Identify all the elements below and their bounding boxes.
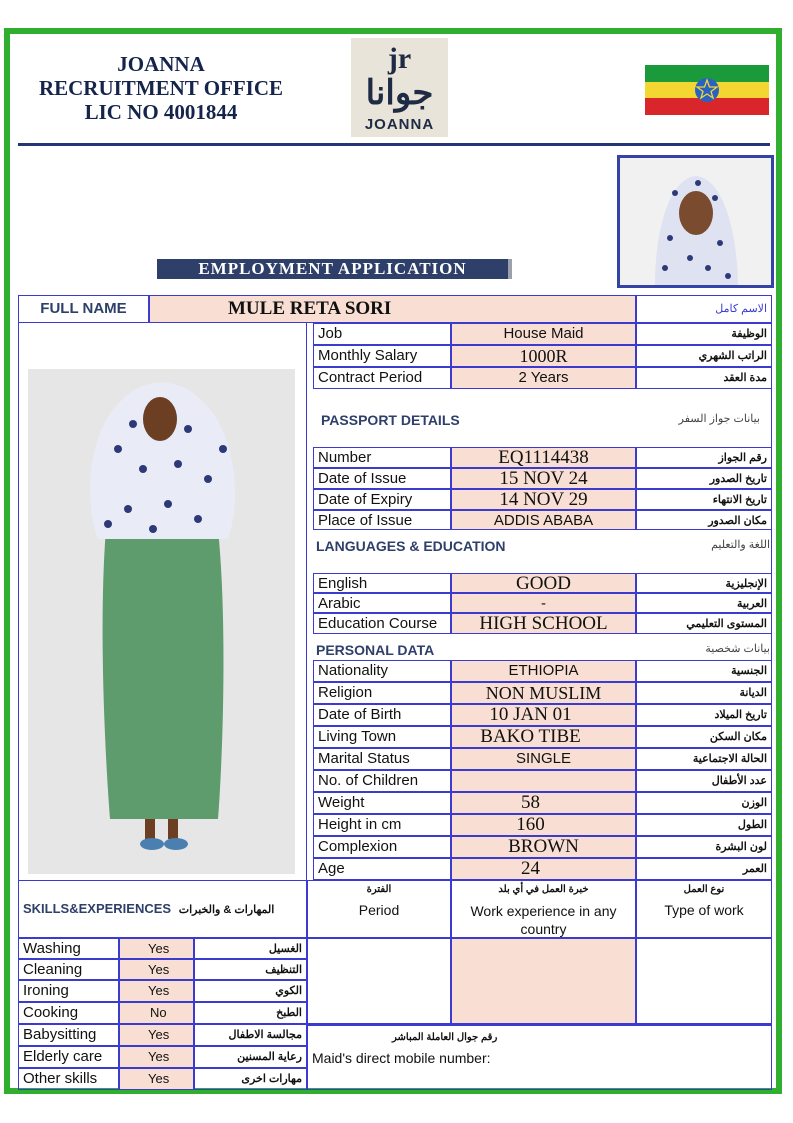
joanna-logo: [351, 38, 448, 137]
salary-label-ar: الراتب الشهري: [636, 345, 772, 367]
religion-label-ar: الديانة: [636, 682, 772, 704]
license-number: LIC NO 4001844: [84, 100, 238, 124]
education-label: Education Course: [313, 613, 451, 634]
children-label: No. of Children: [313, 770, 451, 792]
arabic-label: Arabic: [313, 593, 451, 613]
work-experience-header-ar: خبرة العمل في أي بلد: [498, 884, 589, 895]
left-border: [18, 323, 19, 880]
office-line-1: JOANNA: [117, 52, 205, 76]
birth-date-label: Date of Birth: [313, 704, 451, 726]
header-divider: [18, 143, 770, 146]
skill-cleaning-label-ar: التنظيف: [194, 959, 307, 980]
contract-label-ar: مدة العقد: [636, 367, 772, 389]
skill-other-value: Yes: [119, 1068, 194, 1090]
work-type-header-ar: نوع العمل: [683, 884, 725, 895]
skill-ironing-label: Ironing: [18, 980, 119, 1002]
nationality-label: Nationality: [313, 660, 451, 682]
work-experience-cell: [451, 938, 636, 1024]
skills-heading-ar: المهارات & والخبرات: [178, 904, 275, 916]
skill-other-label: Other skills: [18, 1068, 119, 1090]
skill-washing-label: Washing: [18, 938, 119, 959]
weight-label: Weight: [313, 792, 451, 814]
expiry-date-value: 14 NOV 29: [451, 489, 636, 510]
passport-number-value: EQ1114438: [451, 447, 636, 468]
work-experience-header: [451, 880, 636, 938]
complexion-label: Complexion: [313, 836, 451, 858]
religion-value: NON MUSLIM: [451, 682, 636, 704]
skill-other-label-ar: مهارات اخرى: [194, 1068, 307, 1090]
skill-ironing-label-ar: الكوي: [194, 980, 307, 1002]
height-value: 160: [451, 814, 636, 836]
skill-babysitting-value: Yes: [119, 1024, 194, 1046]
education-value: HIGH SCHOOL: [451, 613, 636, 634]
logo-arabic: جوانا: [365, 74, 434, 112]
period-header: [307, 880, 451, 938]
weight-label-ar: الوزن: [636, 792, 772, 814]
arabic-label-ar: العربية: [636, 593, 772, 613]
complexion-value: BROWN: [451, 836, 636, 858]
living-town-label-ar: مكان السكن: [636, 726, 772, 748]
mobile-number-box: [307, 1024, 772, 1090]
passport-number-label: Number: [313, 447, 451, 468]
passport-heading: PASSPORT DETAILS: [321, 412, 460, 428]
salary-label: Monthly Salary: [313, 345, 451, 367]
skill-cooking-label-ar: الطبخ: [194, 1002, 307, 1024]
issue-date-label: Date of Issue: [313, 468, 451, 489]
full-name-label-ar: الاسم كامل: [636, 295, 772, 323]
living-town-value: BAKO TIBE: [451, 726, 636, 748]
living-town-label: Living Town: [313, 726, 451, 748]
job-label: Job: [313, 323, 451, 345]
expiry-date-label-ar: تاريخ الانتهاء: [636, 489, 772, 510]
languages-heading-ar: اللغة والتعليم: [711, 539, 770, 551]
issue-place-label: Place of Issue: [313, 510, 451, 530]
photo-column-border: [306, 323, 307, 880]
work-type-header: [636, 880, 772, 938]
children-value: [451, 770, 636, 792]
skill-elderly-care-value: Yes: [119, 1046, 194, 1068]
marital-status-label-ar: الحالة الاجتماعية: [636, 748, 772, 770]
salary-value: 1000R: [451, 345, 636, 367]
job-value: House Maid: [451, 323, 636, 345]
languages-heading: LANGUAGES & EDUCATION: [316, 538, 506, 554]
issue-date-value: 15 NOV 24: [451, 468, 636, 489]
skill-cooking-label: Cooking: [18, 1002, 119, 1024]
period-header-ar: الفترة: [366, 884, 392, 895]
age-label-ar: العمر: [636, 858, 772, 880]
office-name: [26, 52, 296, 124]
skill-cleaning-value: Yes: [119, 959, 194, 980]
applicant-photo-small: [617, 155, 774, 288]
issue-date-label-ar: تاريخ الصدور: [636, 468, 772, 489]
english-label-ar: الإنجليزية: [636, 573, 772, 593]
job-label-ar: الوظيفة: [636, 323, 772, 345]
skill-washing-value: Yes: [119, 938, 194, 959]
personal-heading-ar: بيانات شخصية: [705, 643, 770, 655]
nationality-value: ETHIOPIA: [451, 660, 636, 682]
work-type-cell: [636, 938, 772, 1024]
contract-label: Contract Period: [313, 367, 451, 389]
arabic-value: -: [451, 593, 636, 613]
skills-header: [18, 880, 307, 938]
skill-elderly-care-label-ar: رعاية المسنين: [194, 1046, 307, 1068]
skill-cleaning-label: Cleaning: [18, 959, 119, 980]
office-line-2: RECRUITMENT OFFICE: [38, 76, 284, 100]
height-label-ar: الطول: [636, 814, 772, 836]
work-type-header-en: Type of work: [664, 902, 744, 918]
skill-washing-label-ar: الغسيل: [194, 938, 307, 959]
expiry-date-label: Date of Expiry: [313, 489, 451, 510]
mobile-label: Maid's direct mobile number:: [312, 1050, 491, 1066]
height-label: Height in cm: [313, 814, 451, 836]
weight-value: 58: [451, 792, 636, 814]
logo-english: JOANNA: [364, 116, 435, 133]
age-value: 24: [451, 858, 636, 880]
full-name-value: MULE RETA SORI: [149, 295, 636, 323]
mobile-label-ar: رقم جوال العاملة المباشر: [392, 1032, 498, 1043]
complexion-label-ar: لون البشرة: [636, 836, 772, 858]
skill-ironing-value: Yes: [119, 980, 194, 1002]
passport-heading-ar: بيانات جواز السفر: [678, 413, 760, 425]
nationality-label-ar: الجنسية: [636, 660, 772, 682]
skill-babysitting-label-ar: مجالسة الاطفال: [194, 1024, 307, 1046]
form-title: EMPLOYMENT APPLICATION: [157, 259, 512, 279]
issue-place-label-ar: مكان الصدور: [636, 510, 772, 530]
period-cell: [307, 938, 451, 1024]
marital-status-label: Marital Status: [313, 748, 451, 770]
english-label: English: [313, 573, 451, 593]
applicant-photo-full: [28, 369, 295, 874]
birth-date-label-ar: تاريخ الميلاد: [636, 704, 772, 726]
period-header-en: Period: [358, 902, 400, 918]
logo-mark: jr: [387, 42, 412, 75]
work-experience-header-en: Work experience in any country: [470, 903, 617, 937]
skill-elderly-care-label: Elderly care: [18, 1046, 119, 1068]
passport-number-label-ar: رقم الجواز: [636, 447, 772, 468]
skill-cooking-value: No: [119, 1002, 194, 1024]
birth-date-value: 10 JAN 01: [451, 704, 636, 726]
age-label: Age: [313, 858, 451, 880]
contract-value: 2 Years: [451, 367, 636, 389]
english-value: GOOD: [451, 573, 636, 593]
ethiopia-flag-icon: [645, 65, 769, 115]
full-name-label: FULL NAME: [18, 295, 149, 323]
personal-heading: PERSONAL DATA: [316, 642, 435, 658]
education-label-ar: المستوى التعليمي: [636, 613, 772, 634]
skill-babysitting-label: Babysitting: [18, 1024, 119, 1046]
issue-place-value: ADDIS ABABA: [451, 510, 636, 530]
skills-heading: SKILLS&EXPERIENCES: [23, 901, 172, 916]
marital-status-value: SINGLE: [451, 748, 636, 770]
children-label-ar: عدد الأطفال: [636, 770, 772, 792]
religion-label: Religion: [313, 682, 451, 704]
